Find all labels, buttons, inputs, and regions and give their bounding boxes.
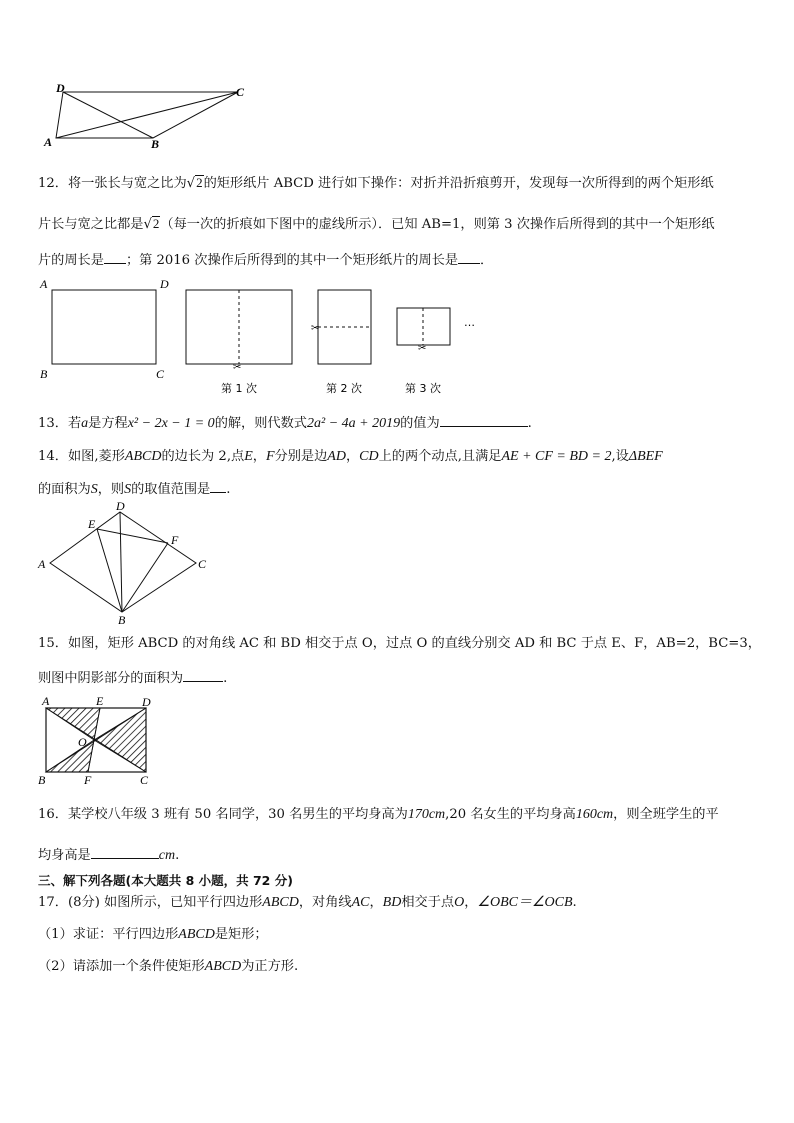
q17-part1: （1）求证：平行四边形ABCD是矩形； [38,927,268,942]
q13-line1: 13．若a是方程x² − 2x − 1 = 0的解，则代数式2a² − 4a + 2019的值为 . [38,416,532,431]
label-c: C [156,367,165,381]
label-c: C [198,557,207,571]
answer-blank[interactable] [183,669,223,682]
answer-blank[interactable] [210,480,226,493]
label-b: B [38,773,46,787]
figure-q14-rhombus [36,500,216,630]
label-d: D [160,277,169,291]
figure-q11-parallelogram [38,82,258,150]
equation: x² − 2x − 1 = 0 [127,416,215,431]
answer-blank[interactable] [104,251,126,264]
label-b: B [118,613,126,627]
caption-step2: 第 2 次 [326,382,362,395]
q15-line2: 则图中阴影部分的面积为 . [38,671,228,686]
label-a: A [38,557,46,571]
q12-line2: 片长与宽之比都是√2（每一次的折痕如下图中的虚线所示）．已知 AB=1，则第 3 次操作后所得到的其中一个矩形纸 [38,216,715,232]
q12-line3: 片的周长是 ；第 2016 次操作后所得到的其中一个矩形纸片的周长是 ． [38,253,494,268]
scissors-icon: ✂ [418,343,427,354]
label-b: B [40,367,48,381]
q14-line2: 的面积为S，则S的取值范围是 . [38,482,231,497]
q17-part2: （2）请添加一个条件使矩形ABCD为正方形. [38,959,299,974]
label-o: O [78,735,87,749]
answer-blank[interactable] [458,251,480,264]
q12-line1: 12．将一张长与宽之比为√2的矩形纸片 ABCD 进行如下操作：对折并沿折痕剪开，发现每一次所得到的两个矩形纸 [38,175,714,191]
q14-line1: 14．如图,菱形ABCD的边长为 2,点E，F分别是边AD，CD上的两个动点,且满足AE + CF = BD = 2,设ΔBEF [38,449,663,464]
figure-q12-folding [36,276,496,400]
label-f: F [171,533,179,547]
sqrt-symbol: √ [143,217,152,232]
caption-step1: 第 1 次 [221,382,257,395]
q16-line1: 16．某学校八年级 3 班有 50 名同学，30 名男生的平均身高为170cm,20 名女生的平均身高160cm，则全班学生的平 [38,807,719,822]
label-c: C [236,85,245,99]
answer-blank[interactable] [91,846,159,859]
label-c: C [140,773,149,787]
scissors-icon: ✂ [311,323,320,334]
scissors-icon: ✂ [233,362,242,373]
q16-line2: 均身高是 cm. [38,848,180,863]
ellipsis: … [464,316,475,329]
condition: AE + CF = BD = 2 [501,449,612,464]
label-d: D [142,695,151,709]
label-a: A [40,277,48,291]
label-b: B [151,137,160,151]
q17-line1: 17．(8分) 如图所示，已知平行四边形ABCD，对角线AC，BD相交于点O，∠OBC＝∠OCB. [38,895,577,910]
label-e: E [88,517,96,531]
expression: 2a² − 4a + 2019 [307,416,401,431]
q15-line1: 15．如图，矩形 ABCD 的对角线 AC 和 BD 相交于点 O，过点 O 的直线分别交 AD 和 BC 于点 E、F，AB=2，BC=3， [38,636,761,651]
caption-step3: 第 3 次 [405,382,441,395]
label-f: F [84,773,92,787]
label-e: E [96,694,104,708]
figure-q15-rectangle [36,694,166,786]
answer-blank[interactable] [440,414,528,427]
label-d: D [116,499,125,513]
sqrt-symbol: √ [186,176,196,191]
label-d: D [56,81,65,95]
label-a: A [42,694,50,708]
section-title: 三、解下列各题(本大题共 8 小题，共 72 分) [38,873,293,888]
label-a: A [44,135,53,149]
